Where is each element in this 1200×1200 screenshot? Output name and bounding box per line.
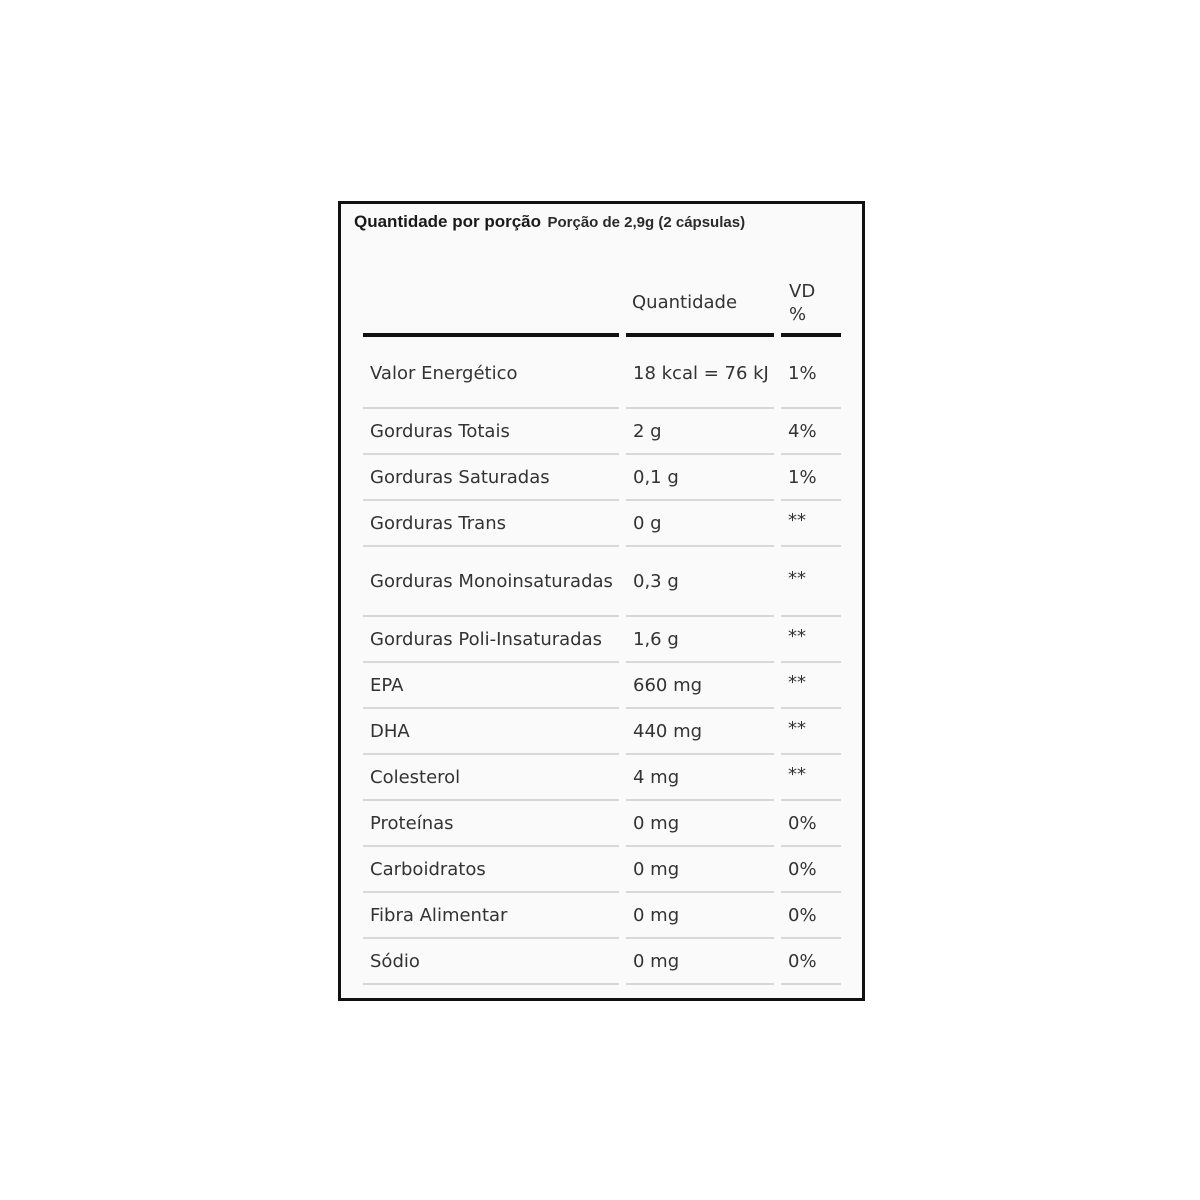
nutrient-quantity: 660 mg (626, 663, 774, 709)
nutrient-row (341, 709, 862, 755)
header-rule-name (363, 333, 619, 337)
nutrient-row (341, 801, 862, 847)
nutrient-row (341, 455, 862, 501)
nutrient-name: Gorduras Saturadas (363, 455, 619, 501)
nutrient-vd (781, 617, 841, 663)
nutrition-facts-panel (338, 201, 865, 1001)
nutrient-table (341, 339, 862, 985)
nutrient-vd: 1% (781, 339, 841, 409)
nutrient-row (341, 939, 862, 985)
nutrient-vd: 1% (781, 455, 841, 501)
nutrient-name: DHA (363, 709, 619, 755)
nutrient-vd-value: ** (788, 717, 806, 739)
nutrient-quantity: 0,1 g (626, 455, 774, 501)
nutrient-quantity: 0 mg (626, 801, 774, 847)
column-header-vd (789, 280, 815, 326)
nutrient-quantity: 0 mg (626, 847, 774, 893)
nutrient-name: Proteínas (363, 801, 619, 847)
nutrient-row (341, 547, 862, 617)
nutrient-quantity: 0,3 g (626, 547, 774, 617)
nutrient-name: Gorduras Poli-Insaturadas (363, 617, 619, 663)
nutrient-vd-value: ** (788, 763, 806, 785)
nutrient-quantity: 0 mg (626, 893, 774, 939)
nutrient-vd-value: ** (788, 625, 806, 647)
nutrient-vd (781, 547, 841, 617)
nutrient-row (341, 617, 862, 663)
column-header-vd-line1: VD (789, 281, 816, 302)
nutrient-vd: 0% (781, 847, 841, 893)
nutrient-vd-value: ** (788, 509, 806, 531)
nutrient-vd: 4% (781, 409, 841, 455)
nutrient-quantity: 0 mg (626, 939, 774, 985)
nutrient-vd-value: ** (788, 671, 806, 693)
nutrient-quantity: 4 mg (626, 755, 774, 801)
nutrient-vd-value: ** (788, 567, 806, 589)
nutrient-name: Carboidratos (363, 847, 619, 893)
nutrient-name: EPA (363, 663, 619, 709)
nutrition-heading (354, 212, 745, 232)
nutrient-name: Gorduras Totais (363, 409, 619, 455)
nutrient-quantity: 2 g (626, 409, 774, 455)
nutrient-vd: 0% (781, 939, 841, 985)
nutrient-name: Colesterol (363, 755, 619, 801)
nutrient-quantity: 440 mg (626, 709, 774, 755)
nutrient-row (341, 847, 862, 893)
nutrient-name: Sódio (363, 939, 619, 985)
nutrient-row (341, 893, 862, 939)
serving-size: Porção de 2,9g (2 cápsulas) (547, 214, 746, 231)
nutrient-vd (781, 501, 841, 547)
nutrient-vd (781, 755, 841, 801)
nutrient-vd (781, 663, 841, 709)
nutrient-quantity: 0 g (626, 501, 774, 547)
header-rule-vd (781, 333, 841, 337)
nutrient-name: Gorduras Monoinsaturadas (363, 547, 619, 617)
nutrient-name: Fibra Alimentar (363, 893, 619, 939)
nutrient-vd: 0% (781, 893, 841, 939)
nutrient-row (341, 339, 862, 409)
nutrition-title: Quantidade por porção (354, 212, 542, 231)
nutrient-name: Valor Energético (363, 339, 619, 409)
nutrient-name: Gorduras Trans (363, 501, 619, 547)
nutrient-vd (781, 709, 841, 755)
nutrient-row (341, 663, 862, 709)
header-rule-quantity (626, 333, 774, 337)
nutrient-row (341, 501, 862, 547)
nutrient-row (341, 409, 862, 455)
column-header-vd-line2: % (789, 304, 807, 325)
column-header-quantity: Quantidade (632, 292, 738, 313)
nutrient-row (341, 755, 862, 801)
nutrient-vd: 0% (781, 801, 841, 847)
nutrient-quantity: 18 kcal = 76 kJ (626, 339, 774, 409)
nutrient-quantity: 1,6 g (626, 617, 774, 663)
